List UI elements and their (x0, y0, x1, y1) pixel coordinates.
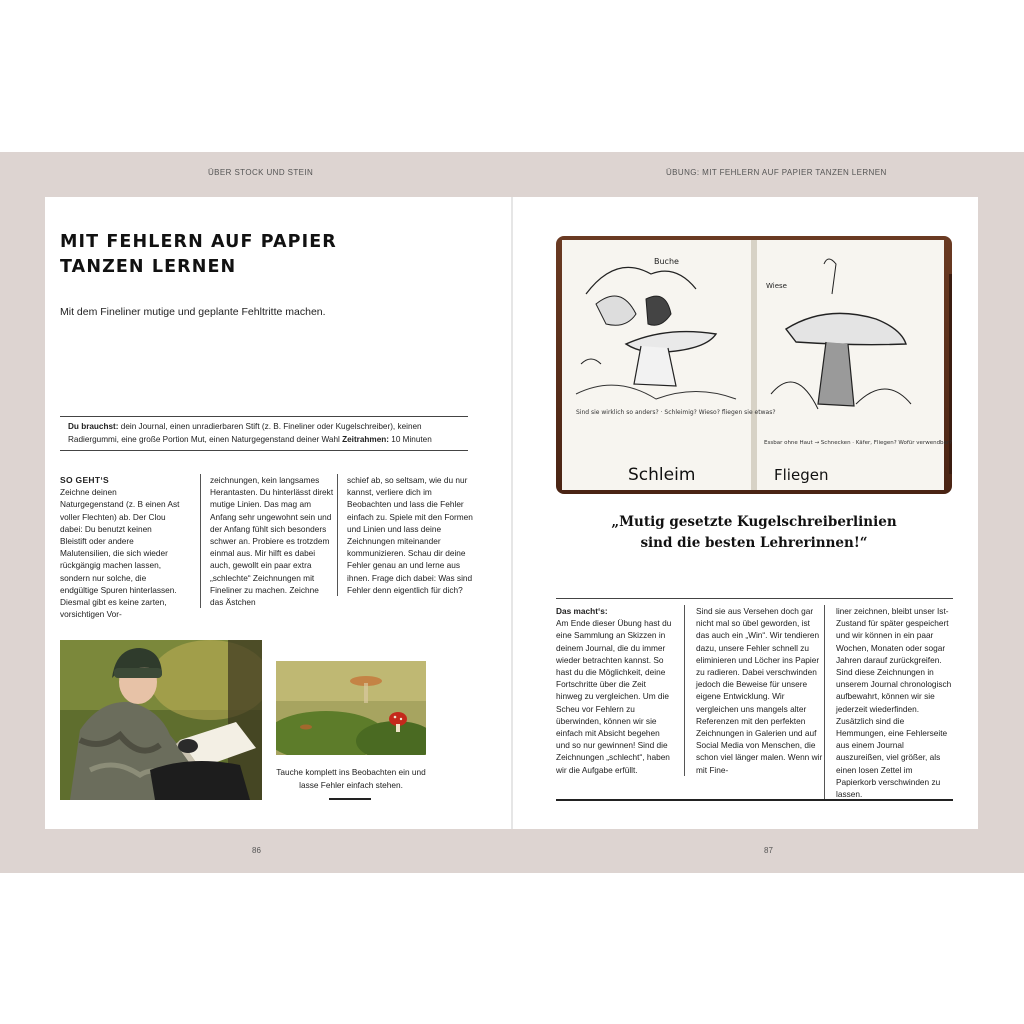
needs-text: dein Journal, einen unradierbaren Stift (z. B. Fineliner oder Kugelschreiber), keinen Radiergummi, eine große Portion Mut, einen Naturgegenstand deiner Wahl (68, 422, 422, 444)
benefits-heading: Das macht‘s: (556, 606, 608, 616)
sketchbook-illustration (556, 234, 952, 496)
photo-caption: Tauche komplett ins Beobachten ein und lasse Fehler einfach stehen. (276, 767, 426, 790)
photo-person-illustration (60, 640, 262, 800)
instructions-column-2 (200, 474, 334, 608)
needs-label: Du brauchst: (68, 422, 119, 431)
instructions-column-1 (60, 474, 180, 620)
instructions-text-2: zeichnungen, kein langsames Herantasten. Du hinterlässt direkt mutige Linien. Das mag am Anfang sehr ungewohnt sein und der Anfang fühlt sich besonders schwer an. Probiere es trotzdem einmal aus. Mir hilft es dabei auch, gewollt ein paar extra „schlechte“ Zeichnungen mit Fineliner zu machen. Zeichne das Ästchen (210, 475, 334, 608)
page-number-left: 86 (252, 846, 261, 855)
pull-quote (556, 512, 952, 554)
time-text: 10 Minuten (388, 435, 432, 444)
benefits-column-1 (556, 605, 674, 776)
sketch-label-wiese: Wiese (766, 282, 787, 290)
time-label: Zeitrahmen: (342, 435, 389, 444)
sketch-word-right: Fliegen (774, 466, 829, 484)
page-number-right: 87 (764, 846, 773, 855)
page-subtitle: Mit dem Fineliner mutige und geplante Fehltritte machen. (60, 306, 326, 318)
photo-mushroom (276, 661, 426, 755)
materials-box (60, 416, 468, 451)
running-head-left: ÜBER STOCK UND STEIN (208, 168, 314, 177)
photo-mushroom-illustration (276, 661, 426, 755)
instructions-text-3: schief ab, so seltsam, wie du nur kannst, verliere dich im Beobachten und lass die Fehler einfach zu. Spiele mit den Formen und Linien und lass deine Zeichnungen miteinander kommunizieren. Schau dir deine Fehler genau an und lerne aus ihnen. Frage dich dabei: Was sind Fehler denn eigentlich für dich? (347, 475, 473, 595)
sketch-notes-left: Sind sie wirklich so anders? · Schleimig? Wieso? fliegen sie etwas? (576, 409, 776, 416)
instructions-text-1: Zeichne deinen Naturgegenstand (z. B einen Ast voller Flechten) ab. Der Clou dabei: Du benutzt keinen Bleistift oder andere Malutensilien, die sich wieder rückgängig machen lassen, sondern nur solche, die endgültige Spuren hinterlassen. Diesmal gibt es keine zarten, vorsichtigen Vor- (60, 487, 180, 620)
caption-rule (329, 798, 371, 800)
page-title (60, 230, 460, 280)
photo-person-drawing (60, 640, 262, 800)
instructions-heading: SO GEHT‘S (60, 475, 109, 485)
quote-line-2: sind die besten Lehrerinnen!“ (640, 535, 868, 551)
benefits-column-3 (824, 605, 954, 800)
title-line-1: MIT FEHLERN AUF PAPIER (60, 232, 337, 252)
running-head-right: ÜBUNG: MIT FEHLERN AUF PAPIER TANZEN LERNEN (666, 168, 887, 177)
sketch-notes-right: Essbar ohne Haut → Schnecken · Käfer, Fliegen? Wofür verwendbar? (764, 440, 952, 446)
sketch-label-buche: Buche (654, 257, 679, 266)
title-line-2: TANZEN LERNEN (60, 257, 237, 277)
quote-line-1: „Mutig gesetzte Kugelschreiberlinien (611, 514, 897, 530)
sketch-word-left: Schleim (628, 465, 696, 485)
benefits-text-1: Am Ende dieser Übung hast du eine Sammlung an Skizzen in deinem Journal, die du immer wieder betrachten kannst. So hast du die Möglichkeit, deine Fortschritte über die Zeit hinweg zu vergleichen. Um die Scheu vor Fehlern zu überwinden, können wir sie einfach mit Absicht begehen und so nur gewinnen! Sind die Zeichnungen „schlecht“, haben wir die Aufgabe erfüllt. (556, 618, 672, 775)
section-rule-top (556, 598, 953, 599)
book-gutter (511, 197, 513, 829)
section-rule-bottom (556, 799, 953, 801)
benefits-text-2: Sind sie aus Versehen doch gar nicht mal so übel geworden, ist das auch ein „Win“. Wir tendieren dazu, unsere Fehler schnell zu eliminieren und Löcher ins Papier zu radieren. Dabei verschwinden jedoch die Beweise für unsere eigene Entwicklung. Wir vergleichen uns mangels alter Referenzen mit den perfekten Zeichnungen in Galerien und auf Social Media von Menschen, die schon viel länger malen. Wenn wir mit Fine- (696, 606, 823, 775)
sketchbook-photo (556, 234, 952, 496)
benefits-text-3: liner zeichnen, bleibt unser Ist-Zustand für später gespeichert und wir können in ein paar Wochen, Monaten oder sogar Jahren darauf zurückgreifen. Sind diese Zeichnungen in unserem Journal chronologisch aufbewahrt, können wir sie jederzeit wiederfinden. Zusätzlich sind die Hemmungen, eine Fehlerseite aus einem Journal auszureißen, viel größer, als einen losen Zettel im Papierkorb verschwinden zu lassen. (836, 606, 952, 800)
benefits-column-2 (684, 605, 823, 776)
instructions-column-3 (337, 474, 475, 596)
